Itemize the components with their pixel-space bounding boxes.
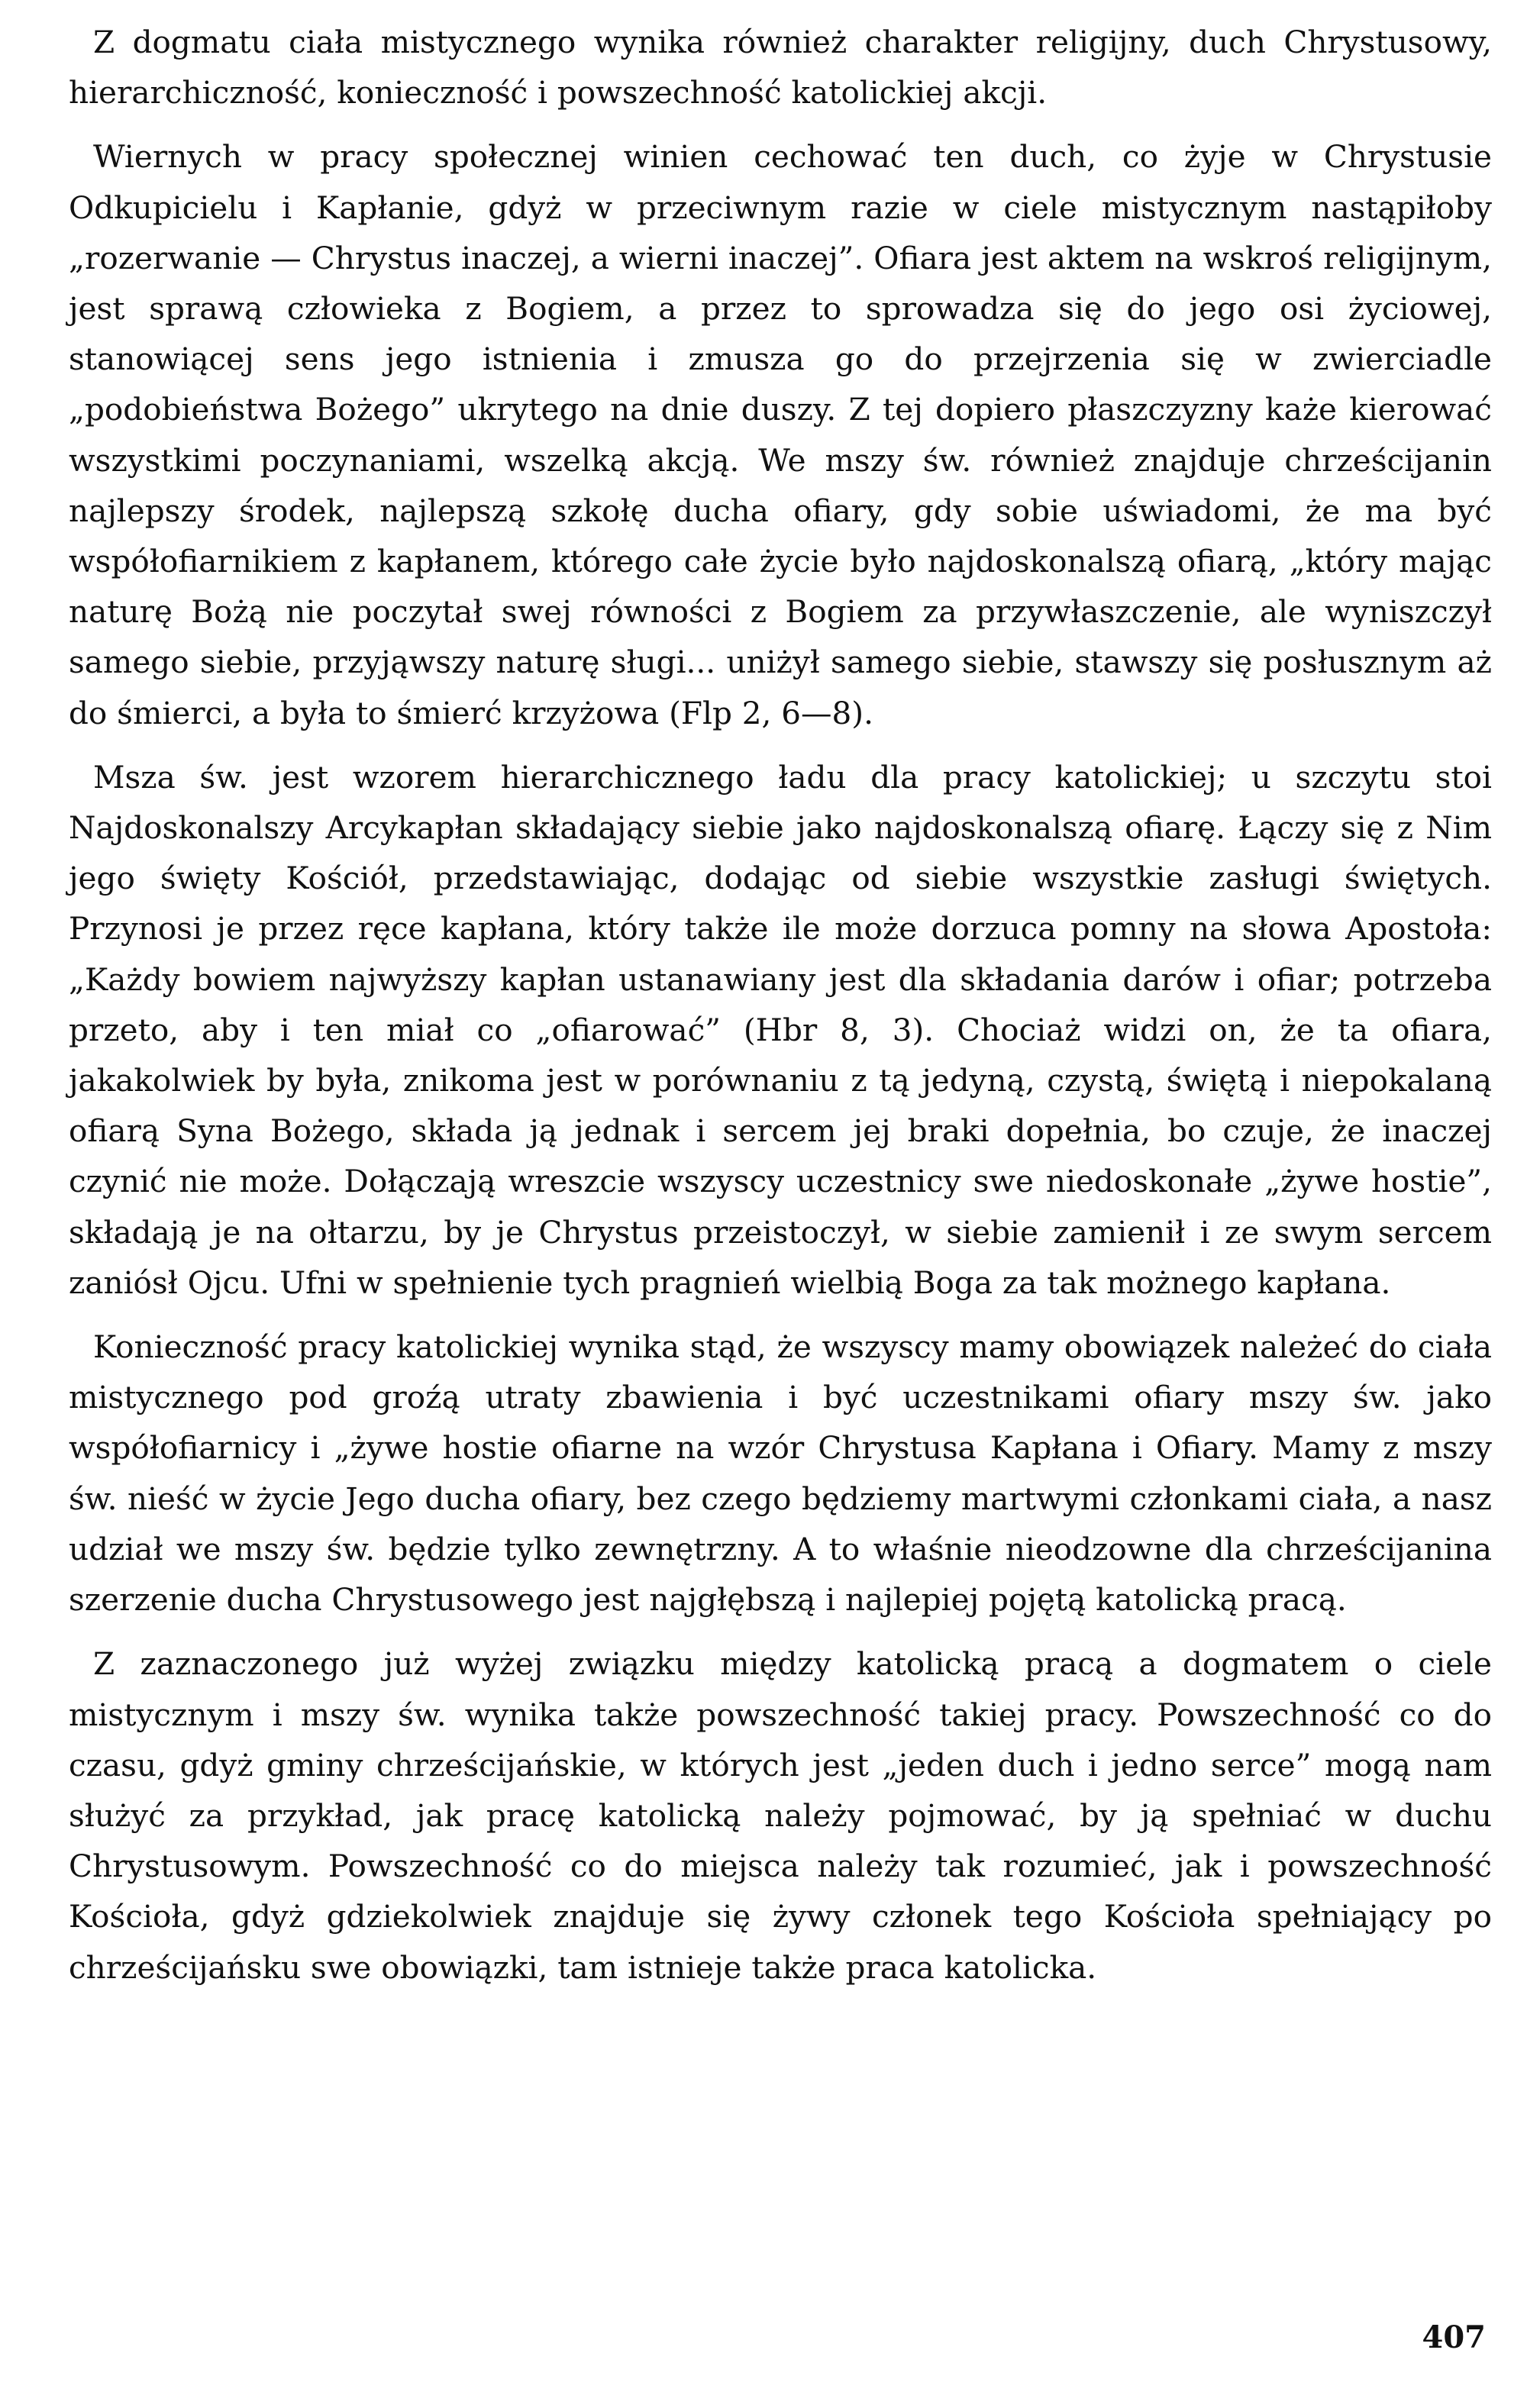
page-number: 407 [1422, 2319, 1486, 2355]
paragraph-1: Z dogmatu ciała mistycznego wynika również charakter religijny, duch Chrystusowy, hierarchiczność, konieczność i powszechność katolickiej akcji. [69, 24, 1492, 111]
paragraph-2: Wiernych w pracy społecznej winien cechować ten duch, co żyje w Chrystusie Odkupicielu i Kapłanie, gdyż w przeciwnym razie w ciele mistycznym nastąpiłoby „rozerwanie — Chrystus inaczej, a wierni inaczej”. Ofiara jest aktem na wskroś religijnym, jest sprawą człowieka z Bogiem, a przez to sprowadza się do jego osi życiowej, stanowiącej sens jego istnienia i zmusza go do przejrzenia się w zwierciadle „podobieństwa Bożego” ukrytego na dnie duszy. Z tej dopiero płaszczyzny każe kierować wszystkimi poczynaniami, wszelką akcją. We mszy św. również znajduje chrześcijanin najlepszy środek, najlepszą szkołę ducha ofiary, gdy sobie uświadomi, że ma być współofiarnikiem z kapłanem, którego całe życie było najdoskonalszą ofiarą, „który mając naturę Bożą nie poczytał swej równości z Bogiem za przywłaszczenie, ale wyniszczył samego siebie, przyjąwszy naturę sługi... uniżył samego siebie, stawszy się posłusznym aż do śmierci, a była to śmierć krzyżowa (Flp 2, 6—8). [69, 138, 1492, 731]
paragraph-4: Konieczność pracy katolickiej wynika stąd, że wszyscy mamy obowiązek należeć do ciała mistycznego pod groźą utraty zbawienia i być uczestnikami ofiary mszy św. jako współofiarnicy i „żywe hostie ofiarne na wzór Chrystusa Kapłana i Ofiary. Mamy z mszy św. nieść w życie Jego ducha ofiary, bez czego będziemy martwymi członkami ciała, a nasz udział we mszy św. będzie tylko zewnętrzny. A to właśnie nieodzowne dla chrześcijanina szerzenie ducha Chrystusowego jest najgłębszą i najlepiej pojętą katolicką pracą. [69, 1328, 1492, 1619]
paragraph-3: Msza św. jest wzorem hierarchicznego ładu dla pracy katolickiej; u szczytu stoi Najdoskonalszy Arcykapłan składający siebie jako najdoskonalszą ofiarę. Łączy się z Nim jego święty Kościół, przedstawiając, dodając od siebie wszystkie zasługi świętych. Przynosi je przez ręce kapłana, który także ile może dorzuca pomny na słowa Apostoła: „Każdy bowiem najwyższy kapłan ustanawiany jest dla składania darów i ofiar; potrzeba przeto, aby i ten miał co „ofiarować” (Hbr 8, 3). Chociaż widzi on, że ta ofiara, jakakolwiek by była, znikoma jest w porównaniu z tą jedyną, czystą, świętą i niepokalaną ofiarą Syna Bożego, składa ją jednak i sercem jej braki dopełnia, bo czuje, że inaczej czynić nie może. Dołączają wreszcie wszyscy uczestnicy swe niedoskonałe „żywe hostie”, składają je na ołtarzu, by je Chrystus przeistoczył, w siebie zamienił i ze swym sercem zaniósł Ojcu. Ufni w spełnienie tych pragnień wielbią Boga za tak możnego kapłana. [69, 758, 1492, 1301]
paragraph-5: Z zaznaczonego już wyżej związku między katolicką pracą a dogmatem o ciele mistycznym i mszy św. wynika także powszechność takiej pracy. Powszechność co do czasu, gdyż gminy chrześcijańskie, w których jest „jeden duch i jedno serce” mogą nam służyć za przykład, jak pracę katolicką należy pojmować, by ją spełniać w duchu Chrystusowym. Powszechność co do miejsca należy tak rozumieć, jak i powszechność Kościoła, gdyż gdziekolwiek znajduje się żywy członek tego Kościoła spełniający po chrześcijańsku swe obowiązki, tam istnieje także praca katolicka. [69, 1645, 1492, 1986]
body-text [69, 17, 1492, 1993]
